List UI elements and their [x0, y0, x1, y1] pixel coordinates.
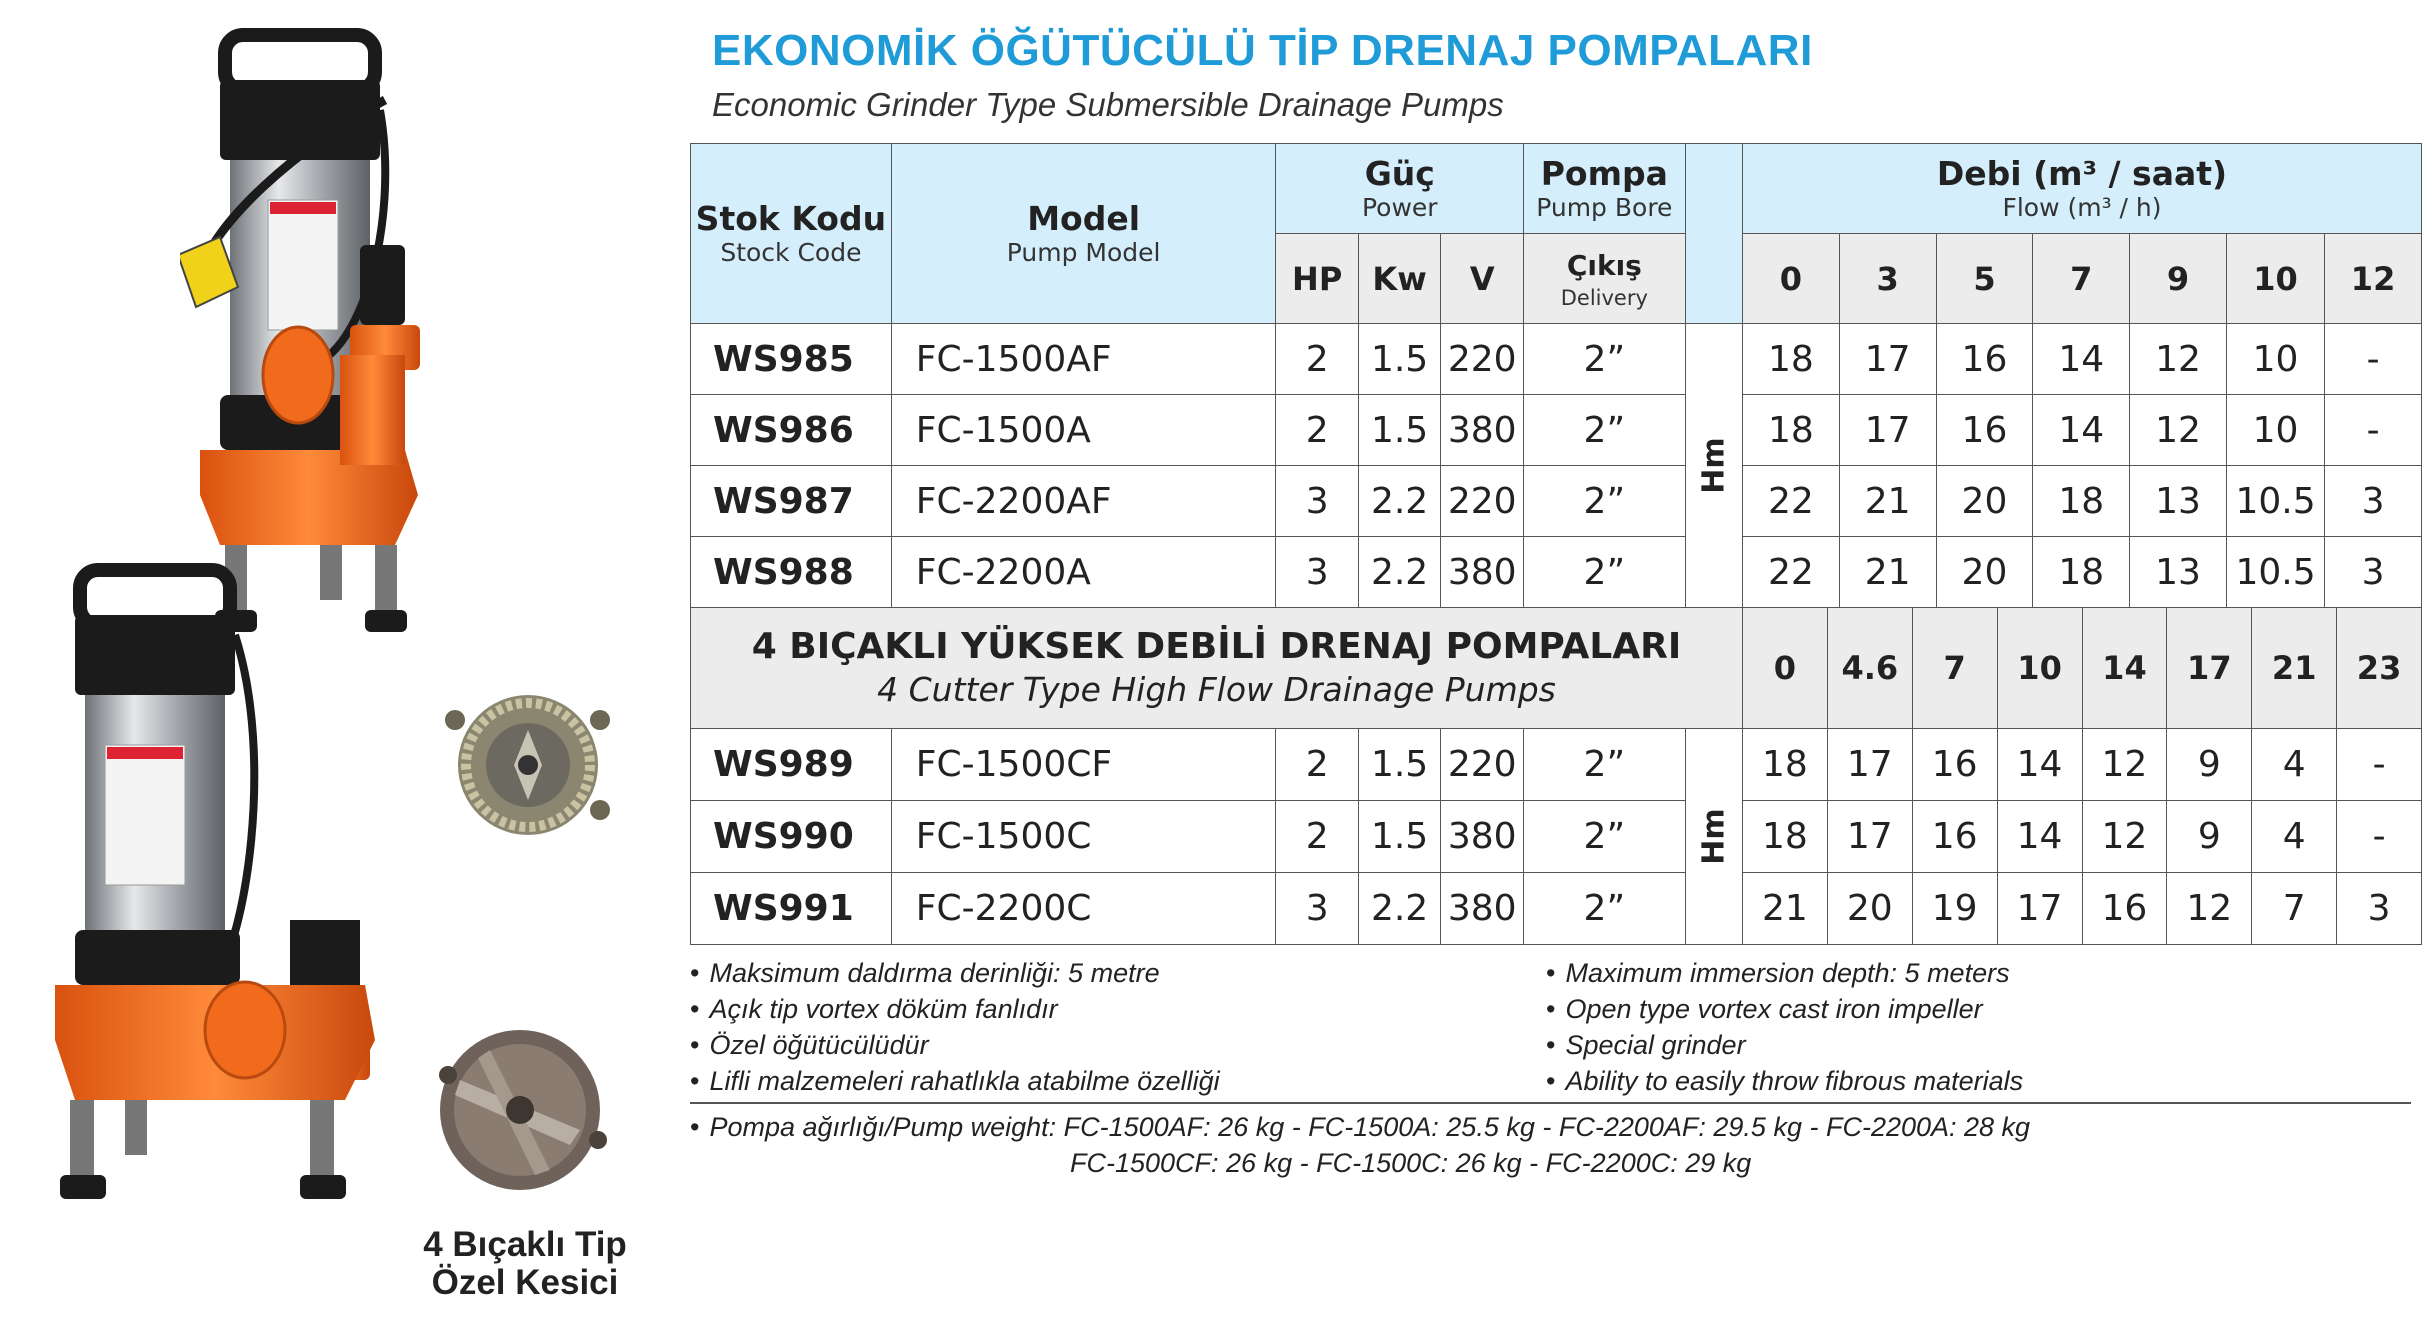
- flow-points-2-row: [1743, 608, 2421, 728]
- flow-point-label: 7: [1943, 649, 1966, 687]
- flow-point-2-5: [2167, 608, 2252, 728]
- page-subtitle: Economic Grinder Type Submersible Drainage Pumps: [712, 86, 1504, 123]
- note-tr: • Lifli malzemeleri rahatlıkla atabilme özelliği: [690, 1066, 1220, 1097]
- kw-value: 1.5: [1358, 395, 1441, 466]
- section2-header: [691, 608, 1743, 729]
- header-kw: [1358, 234, 1441, 324]
- flow-value: 3: [2367, 888, 2391, 929]
- flow-value: 12: [2167, 873, 2252, 944]
- header-model-en: Pump Model: [1006, 237, 1161, 267]
- flow-value: 10: [2226, 324, 2324, 395]
- flow-values-row: [1743, 801, 2421, 872]
- flow-points-2-container: [1743, 608, 2422, 729]
- flow-value: 13: [2130, 466, 2227, 537]
- flow-value: 3: [2325, 537, 2422, 608]
- kw-value: 2.2: [1358, 466, 1441, 537]
- flow-value: 17: [1998, 873, 2083, 944]
- flow-value: 17: [1839, 395, 1936, 466]
- volt-value: 220: [1441, 729, 1524, 801]
- model-name: FC-1500AF: [891, 324, 1276, 395]
- stock-code: WS989: [691, 729, 892, 801]
- spec-table: [690, 143, 2422, 945]
- flow-value: 17: [1839, 324, 1936, 395]
- stock-code: WS990: [691, 801, 892, 873]
- note-en: • Open type vortex cast iron impeller: [1546, 994, 1983, 1025]
- cutter-caption-line-2: Özel Kesici: [431, 1263, 619, 1302]
- volt-value: 380: [1441, 395, 1524, 466]
- flow-value: 22: [1743, 466, 1840, 537]
- flow-value: 17: [1828, 801, 1913, 872]
- cutter-impeller-image: [420, 1020, 620, 1200]
- flow-value: 9: [2167, 801, 2252, 872]
- flow-point-label: 14: [2102, 649, 2147, 687]
- flow-value: -: [2372, 744, 2386, 785]
- header-spacer: [1685, 144, 1742, 324]
- flow-point-2-7: [2337, 608, 2421, 728]
- flow-point-2-3: [1998, 608, 2083, 728]
- header-pump: [1524, 144, 1686, 234]
- stock-code: WS986: [691, 395, 892, 466]
- flow-value: 16: [1913, 801, 1998, 872]
- note-tr: • Açık tip vortex döküm fanlıdır: [690, 994, 1058, 1025]
- table-row: [691, 395, 2422, 466]
- flow-point-1-0: [1743, 234, 1840, 324]
- flow-value: 18: [1743, 729, 1828, 800]
- kw-value: 2.2: [1358, 873, 1441, 945]
- pump-illustration-bottom: [45, 560, 395, 1260]
- flow-point-2-0: [1743, 608, 1828, 728]
- model-name: FC-1500C: [891, 801, 1276, 873]
- flow-point-label: 10: [2253, 259, 2298, 298]
- stock-code: WS988: [691, 537, 892, 608]
- flow-value: 10: [2226, 395, 2324, 466]
- flow-point-label: 3: [1876, 259, 1899, 298]
- flow-value: 20: [1936, 537, 2033, 608]
- cutter-flange-image: [440, 690, 615, 840]
- flow-value: 16: [1913, 729, 1998, 800]
- flow-value: 16: [1936, 324, 2033, 395]
- flow-value: 18: [2033, 466, 2130, 537]
- flow-value: 3: [2325, 466, 2422, 537]
- flow-value: 10.5: [2226, 537, 2324, 608]
- flow-value: 14: [1998, 801, 2083, 872]
- volt-value: 380: [1441, 801, 1524, 873]
- flow-point-label: 10: [2017, 649, 2062, 687]
- section2-subtitle: 4 Cutter Type High Flow Drainage Pumps: [877, 670, 1556, 709]
- hp-value: 2: [1276, 395, 1358, 466]
- flow-value: 14: [1998, 729, 2083, 800]
- kw-value: 2.2: [1358, 537, 1441, 608]
- header-v-label: V: [1469, 259, 1495, 298]
- flow-value: 22: [1743, 537, 1840, 608]
- pump-weight-line-1: • Pompa ağırlığı/Pump weight: FC-1500AF: 26 kg - FC-1500A: 25.5 kg - FC-2200AF: 29.5 kg - FC-2200A: 28 kg: [690, 1112, 2030, 1143]
- hm-label-text: Hm: [1696, 437, 1732, 494]
- bore-value: 2”: [1524, 873, 1686, 945]
- hm-label: [1685, 729, 1742, 945]
- flow-value: 18: [1743, 395, 1840, 466]
- flow-value: 19: [1913, 873, 1998, 944]
- flow-value: 7: [2252, 873, 2337, 944]
- flow-point-label: 21: [2271, 649, 2317, 687]
- header-pump-tr: Pompa: [1540, 153, 1668, 193]
- header-model-tr: Model: [1027, 198, 1141, 238]
- table-row: [691, 466, 2422, 537]
- note-tr: • Özel öğütücülüdür: [690, 1030, 929, 1061]
- header-hp-label: HP: [1292, 259, 1343, 298]
- stock-code: WS985: [691, 324, 892, 395]
- flow-value: 18: [1743, 324, 1840, 395]
- flow-value: 21: [1839, 537, 1936, 608]
- header-power-tr: Güç: [1364, 153, 1435, 193]
- stock-code: WS991: [691, 873, 892, 945]
- header-stock-code-en: Stock Code: [720, 237, 862, 267]
- flow-point-1-4: [2130, 234, 2227, 324]
- flow-value: 14: [2033, 324, 2130, 395]
- flow-values-container: [1743, 873, 2422, 945]
- table-row: [691, 537, 2422, 608]
- flow-value: 13: [2130, 537, 2227, 608]
- model-name: FC-1500A: [891, 395, 1276, 466]
- flow-point-label: 4.6: [1841, 649, 1899, 687]
- flow-point-label: 9: [2166, 259, 2190, 298]
- kw-value: 1.5: [1358, 729, 1441, 801]
- hp-value: 2: [1276, 801, 1358, 873]
- flow-point-label: 12: [2350, 259, 2396, 298]
- flow-value: -: [2325, 324, 2422, 395]
- header-delivery-en: Delivery: [1560, 285, 1648, 310]
- bore-value: 2”: [1524, 801, 1686, 873]
- header-stock-code-tr: Stok Kodu: [695, 198, 887, 238]
- flow-value: 21: [1839, 466, 1936, 537]
- flow-values-container: [1743, 801, 2422, 873]
- flow-point-2-4: [2083, 608, 2168, 728]
- pump-weight-line-2: FC-1500CF: 26 kg - FC-1500C: 26 kg - FC-2200C: 29 kg: [1070, 1148, 1752, 1178]
- flow-point-2-6: [2252, 608, 2337, 728]
- header-flow-en: Flow (m³ / h): [2002, 192, 2162, 222]
- flow-point-1-5: [2226, 234, 2324, 324]
- volt-value: 380: [1441, 537, 1524, 608]
- flow-point-label: 0: [1773, 649, 1797, 687]
- header-hp: [1276, 234, 1358, 324]
- flow-point-1-3: [2033, 234, 2130, 324]
- flow-value: 4: [2252, 801, 2337, 872]
- flow-point-1-1: [1839, 234, 1936, 324]
- kw-value: 1.5: [1358, 801, 1441, 873]
- flow-point-2-2: [1913, 608, 1998, 728]
- flow-value: 16: [2083, 873, 2168, 944]
- header-kw-label: Kw: [1372, 259, 1427, 298]
- stock-code: WS987: [691, 466, 892, 537]
- flow-values-container: [1743, 729, 2422, 801]
- flow-value: 14: [2033, 395, 2130, 466]
- flow-value: 12: [2083, 729, 2168, 800]
- header-stock-code: [691, 144, 892, 324]
- flow-values-row: [1743, 729, 2421, 800]
- model-name: FC-2200C: [891, 873, 1276, 945]
- hp-value: 3: [1276, 537, 1358, 608]
- page-title: EKONOMİK ÖĞÜTÜCÜLÜ TİP DRENAJ POMPALARI: [712, 26, 1813, 75]
- flow-value: 10.5: [2226, 466, 2324, 537]
- header-delivery-tr: Çıkış: [1566, 248, 1642, 282]
- flow-value: -: [2372, 816, 2386, 857]
- notes-divider: [690, 1102, 2411, 1104]
- header-flow: [1743, 144, 2422, 234]
- bore-value: 2”: [1524, 537, 1686, 608]
- header-pump-en: Pump Bore: [1536, 192, 1673, 222]
- header-flow-tr: Debi (m³ / saat): [1936, 153, 2228, 193]
- table-row: [691, 324, 2422, 395]
- flow-point-1-6: [2325, 234, 2422, 324]
- hm-label-text: Hm: [1696, 808, 1732, 865]
- volt-value: 220: [1441, 466, 1524, 537]
- header-power-en: Power: [1361, 192, 1438, 222]
- bore-value: 2”: [1524, 729, 1686, 801]
- flow-point-1-2: [1936, 234, 2033, 324]
- header-v: [1441, 234, 1524, 324]
- flow-value: 12: [2130, 395, 2227, 466]
- flow-value: 9: [2167, 729, 2252, 800]
- note-en: • Special grinder: [1546, 1030, 1746, 1061]
- flow-point-label: 23: [2356, 649, 2402, 687]
- header-model: [891, 144, 1276, 324]
- flow-value: 18: [1743, 801, 1828, 872]
- note-en: • Ability to easily throw fibrous materials: [1546, 1066, 2023, 1097]
- table-row: [691, 801, 2422, 873]
- hp-value: 2: [1276, 729, 1358, 801]
- flow-point-label: 5: [1973, 259, 1996, 298]
- flow-value: -: [2325, 395, 2422, 466]
- hm-label: [1685, 324, 1742, 608]
- note-tr: • Maksimum daldırma derinliği: 5 metre: [690, 958, 1160, 989]
- bore-value: 2”: [1524, 324, 1686, 395]
- flow-values-row: [1743, 873, 2421, 944]
- hp-value: 3: [1276, 466, 1358, 537]
- table-row: [691, 873, 2422, 945]
- kw-value: 1.5: [1358, 324, 1441, 395]
- bore-value: 2”: [1524, 466, 1686, 537]
- header-power: [1276, 144, 1524, 234]
- model-name: FC-2200A: [891, 537, 1276, 608]
- flow-value: 20: [1828, 873, 1913, 944]
- volt-value: 220: [1441, 324, 1524, 395]
- flow-value: 4: [2252, 729, 2337, 800]
- section2-title: 4 BIÇAKLI YÜKSEK DEBİLİ DRENAJ POMPALARI: [751, 626, 1682, 667]
- flow-point-label: 17: [2187, 649, 2232, 687]
- flow-point-label: 0: [1779, 259, 1803, 298]
- flow-value: 12: [2083, 801, 2168, 872]
- model-name: FC-2200AF: [891, 466, 1276, 537]
- flow-value: 20: [1936, 466, 2033, 537]
- hp-value: 3: [1276, 873, 1358, 945]
- flow-value: 16: [1936, 395, 2033, 466]
- cutter-caption: [380, 1226, 670, 1302]
- table-row: [691, 729, 2422, 801]
- model-name: FC-1500CF: [891, 729, 1276, 801]
- flow-value: 21: [1743, 873, 1828, 944]
- hp-value: 2: [1276, 324, 1358, 395]
- volt-value: 380: [1441, 873, 1524, 945]
- header-delivery: [1524, 234, 1686, 324]
- flow-point-2-1: [1828, 608, 1913, 728]
- note-en: • Maximum immersion depth: 5 meters: [1546, 958, 2010, 989]
- cutter-caption-line-1: 4 Bıçaklı Tip: [423, 1225, 627, 1264]
- flow-value: 17: [1828, 729, 1913, 800]
- flow-point-label: 7: [2070, 259, 2093, 298]
- flow-value: 18: [2033, 537, 2130, 608]
- bore-value: 2”: [1524, 395, 1686, 466]
- flow-value: 12: [2130, 324, 2227, 395]
